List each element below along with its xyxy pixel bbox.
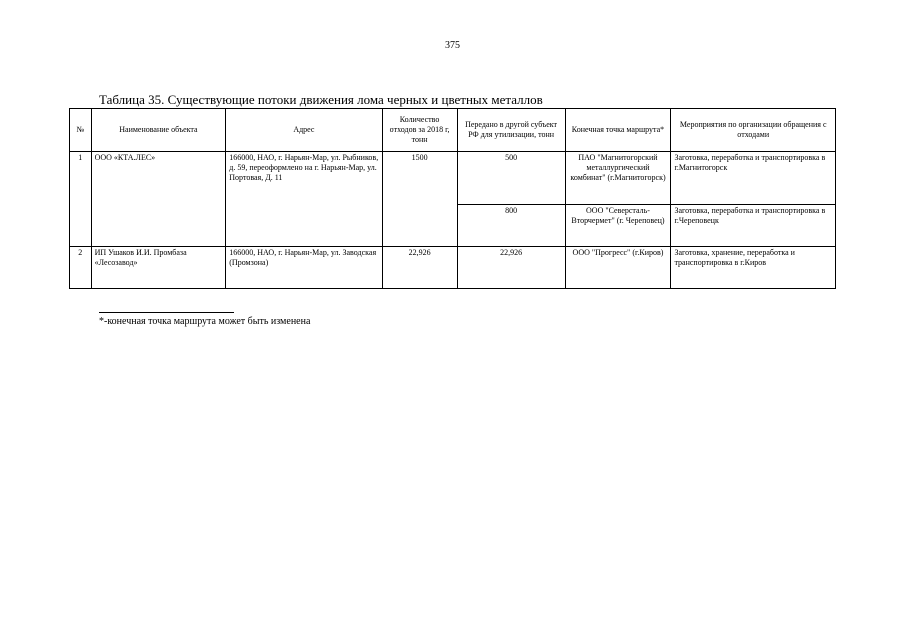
handling-measures: Заготовка, хранение, переработка и транспортировка в г.Киров <box>671 247 836 289</box>
waste-flow-table <box>69 108 836 289</box>
column-header-object-name: Наименование объекта <box>91 109 226 152</box>
column-header-transferred: Передано в другой субъект РФ для утилизации, тонн <box>457 109 565 152</box>
route-destination: ООО "Прогресс" (г.Киров) <box>565 247 671 289</box>
waste-quantity: 22,926 <box>382 247 457 289</box>
object-address: 166000, НАО, г. Нарьян-Мар, ул. Заводская (Промзона) <box>226 247 382 289</box>
object-name: ИП Ушаков И.И. Промбаза «Лесозавод» <box>91 247 226 289</box>
table-header-row <box>70 109 836 152</box>
waste-quantity: 1500 <box>382 152 457 247</box>
column-header-number: № <box>70 109 92 152</box>
table-row <box>70 247 836 289</box>
transferred-quantity: 800 <box>457 205 565 247</box>
table-title: Таблица 35. Существующие потоки движения лома черных и цветных металлов <box>99 92 543 107</box>
handling-measures: Заготовка, переработка и транспортировка в г.Череповецк <box>671 205 836 247</box>
row-number: 2 <box>70 247 92 289</box>
transferred-quantity: 22,926 <box>457 247 565 289</box>
handling-measures: Заготовка, переработка и транспортировка в г.Магнитогорск <box>671 152 836 205</box>
route-destination: ООО "Северсталь-Вторчермет" (г. Череповец) <box>565 205 671 247</box>
footnote-divider <box>99 312 234 313</box>
column-header-measures: Мероприятия по организации обращения с отходами <box>671 109 836 152</box>
page-number: 375 <box>445 40 460 51</box>
footnote: *-конечная точка маршрута может быть изменена <box>99 316 311 327</box>
table-row <box>70 152 836 205</box>
column-header-address: Адрес <box>226 109 382 152</box>
route-destination: ПАО "Магнитогорский металлургический комбинат" (г.Магнитогорск) <box>565 152 671 205</box>
object-name: ООО «КТА.ЛЕС» <box>91 152 226 247</box>
transferred-quantity: 500 <box>457 152 565 205</box>
column-header-waste-quantity: Количество отходов за 2018 г, тонн <box>382 109 457 152</box>
row-number: 1 <box>70 152 92 247</box>
column-header-destination: Конечная точка маршрута* <box>565 109 671 152</box>
object-address: 166000, НАО, г. Нарьян-Мар, ул. Рыбников, д. 59, переоформлено на г. Нарьян-Мар, ул. Портовая, Д. 11 <box>226 152 382 247</box>
